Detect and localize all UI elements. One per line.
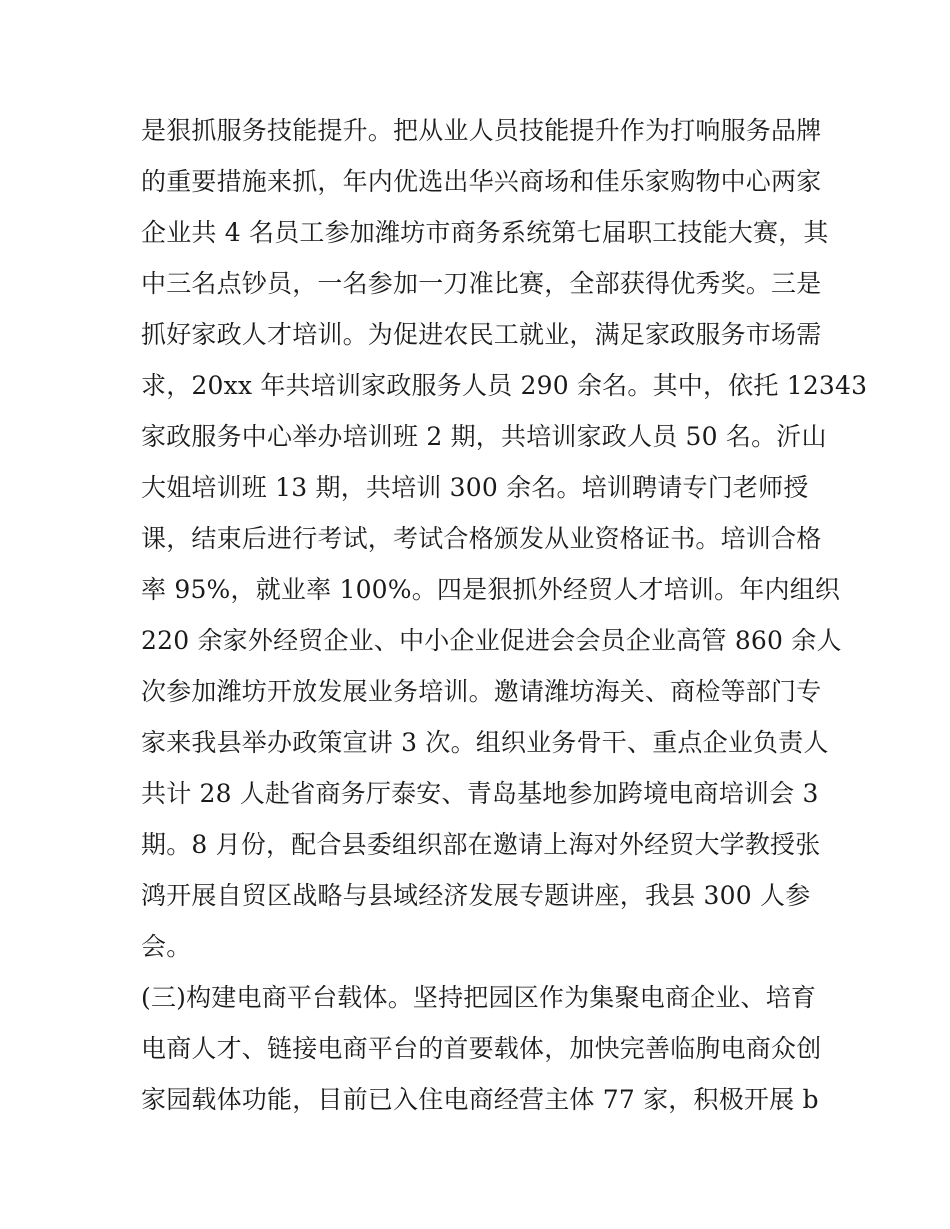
text-line: 期。8 月份，配合县委组织部在邀请上海对外经贸大学教授张 bbox=[141, 830, 821, 859]
text-line: 抓好家政人才培训。为促进农民工就业，满足家政服务市场需 bbox=[141, 320, 822, 349]
text-line: 家政服务中心举办培训班 2 期，共培训家政人员 50 名。沂山 bbox=[141, 422, 827, 451]
text-line: 会。 bbox=[141, 932, 192, 961]
text-line: 大姐培训班 13 期，共培训 300 余名。培训聘请专门老师授 bbox=[141, 473, 809, 502]
text-line: 是狠抓服务技能提升。把从业人员技能提升作为打响服务品牌 bbox=[141, 116, 822, 145]
text-line: 次参加潍坊开放发展业务培训。邀请潍坊海关、商检等部门专 bbox=[141, 677, 822, 706]
text-line: 求，20xx 年共培训家政服务人员 290 余名。其中，依托 12343 bbox=[141, 371, 868, 400]
text-line: 中三名点钞员，一名参加一刀准比赛，全部获得优秀奖。三是 bbox=[141, 269, 822, 298]
text-line: 率 95%，就业率 100%。四是狠抓外经贸人才培训。年内组织 bbox=[141, 575, 841, 604]
text-line: 鸿开展自贸区战略与县域经济发展专题讲座，我县 300 人参 bbox=[141, 881, 811, 910]
section-heading-line: (三)构建电商平台载体。坚持把园区作为集聚电商企业、培育 bbox=[141, 983, 817, 1012]
text-line: 共计 28 人赴省商务厅泰安、青岛基地参加跨境电商培训会 3 bbox=[141, 779, 819, 808]
text-line: 的重要措施来抓，年内优选出华兴商场和佳乐家购物中心两家 bbox=[141, 167, 822, 196]
text-line: 220 余家外经贸企业、中小企业促进会会员企业高管 860 余人 bbox=[141, 626, 842, 655]
text-line: 课，结束后进行考试，考试合格颁发从业资格证书。培训合格 bbox=[141, 524, 822, 553]
text-line: 企业共 4 名员工参加潍坊市商务系统第七届职工技能大赛，其 bbox=[141, 218, 829, 247]
text-line: 家园载体功能，目前已入住电商经营主体 77 家，积极开展 b bbox=[141, 1085, 819, 1114]
text-line: 电商人才、链接电商平台的首要载体，加快完善临朐电商众创 bbox=[141, 1034, 822, 1063]
text-line: 家来我县举办政策宣讲 3 次。组织业务骨干、重点企业负责人 bbox=[141, 728, 829, 757]
body-text bbox=[141, 105, 868, 1125]
